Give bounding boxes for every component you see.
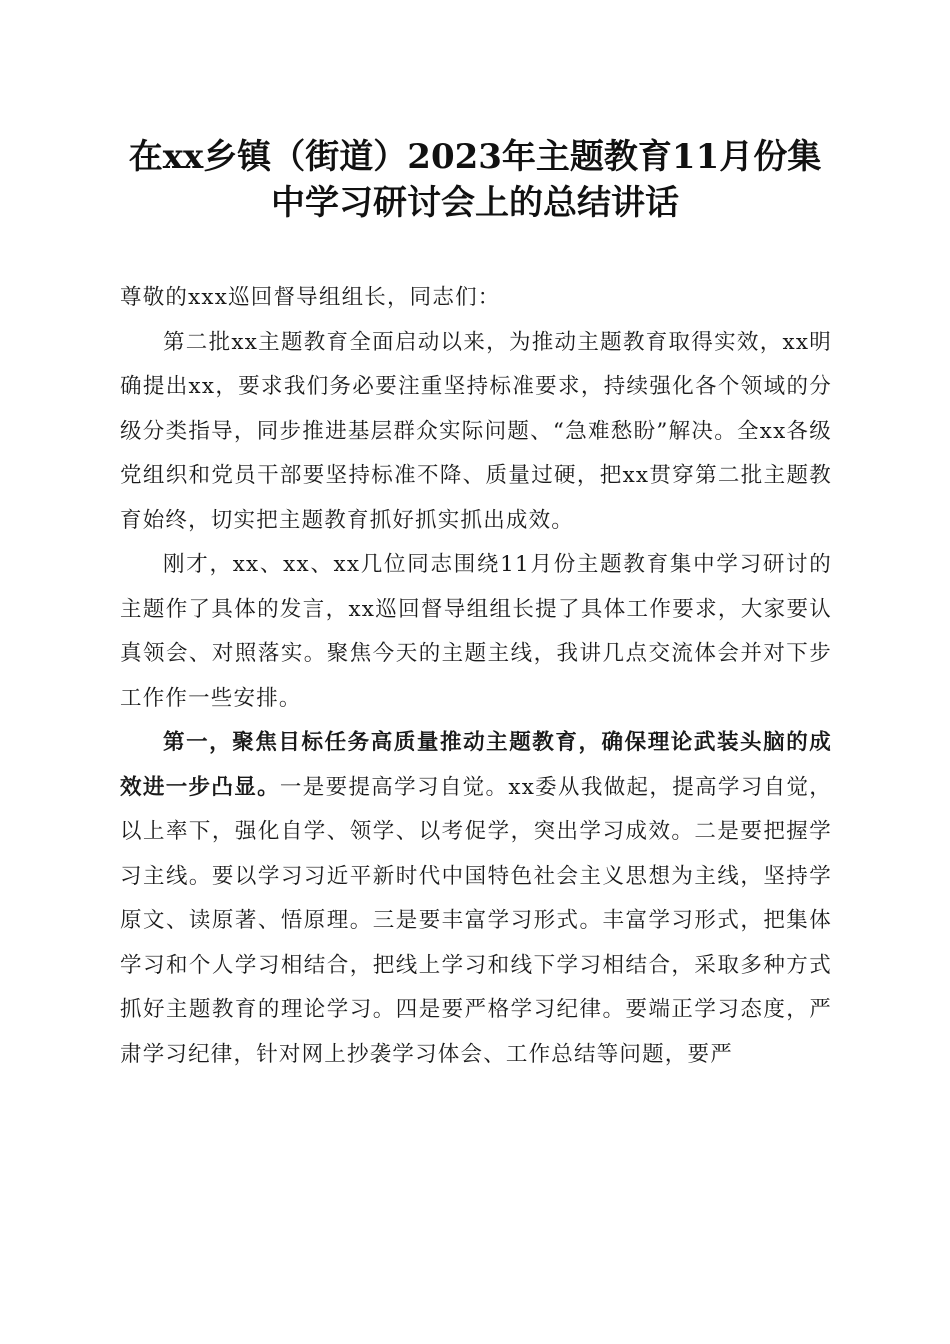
document-title	[100, 134, 850, 226]
paragraph-3	[120, 721, 832, 1077]
title-line-2: 中学习研讨会上的总结讲话	[271, 183, 679, 223]
document-body	[120, 276, 832, 1077]
section-heading-first: 第一，聚焦目标任务高质量推动主题教育，确保理论武装头脑的成效进一步凸显。	[120, 730, 832, 800]
paragraph-1: 第二批xx主题教育全面启动以来，为推动主题教育取得实效，xx明确提出xx，要求我们务必要注重坚持标准要求，持续强化各个领域的分级分类指导，同步推进基层群众实际问题、“急难愁盼”解决。全xx各级党组织和党员干部要坚持标准不降、质量过硬，把xx贯穿第二批主题教育始终，切实把主题教育抓好抓实抓出成效。	[120, 329, 832, 533]
paragraph-2: 刚才，xx、xx、xx几位同志围绕11月份主题教育集中学习研讨的主题作了具体的发言，xx巡回督导组组长提了具体工作要求，大家要认真领会、对照落实。聚焦今天的主题主线，我讲几点交流体会并对下步工作作一些安排。	[120, 552, 832, 711]
section-body-first: 一是要提高学习自觉。xx委从我做起，提高学习自觉，以上率下，强化自学、领学、以考促学，突出学习成效。二是要把握学习主线。要以学习习近平新时代中国特色社会主义思想为主线，坚持学原文、读原著、悟原理。三是要丰富学习形式。丰富学习形式，把集体学习和个人学习相结合，把线上学习和线下学习相结合，采取多种方式抓好主题教育的理论学习。四是要严格学习纪律。要端正学习态度，严肃学习纪律，针对网上抄袭学习体会、工作总结等问题，要严	[120, 774, 832, 1067]
title-line-1: 在xx乡镇（街道）2023年主题教育11月份集	[128, 137, 822, 177]
salutation: 尊敬的xxx巡回督导组组长，同志们：	[120, 285, 501, 310]
